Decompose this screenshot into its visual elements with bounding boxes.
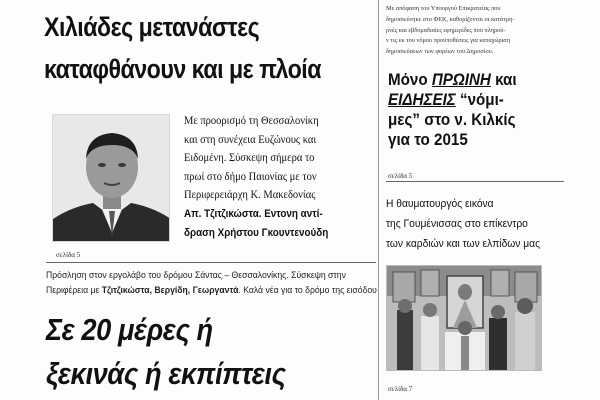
divider xyxy=(386,181,564,182)
left-column xyxy=(38,0,377,400)
main-lede xyxy=(184,112,368,242)
page-reference[interactable]: σελίδα 5 xyxy=(56,251,81,259)
story-line: της Γουμένισσας στο επίκεντρο xyxy=(386,218,528,230)
second-headline-line-2: ξεκινάς ή εκπίπτεις xyxy=(46,356,286,391)
notice-line: δημοσιεύσεων των φορέων του Δημοσίου. xyxy=(386,48,494,56)
second-story-subtext xyxy=(46,268,377,298)
subtext-text: . Καλά νέα για το δρόμο της εισόδου xyxy=(238,285,377,295)
promo-headline[interactable] xyxy=(388,70,565,150)
subtext-names: Τζιτζικώστα, Βεργίδη, Γεωργαντά xyxy=(101,285,239,295)
notice-line: Με απόφαση του Υπουργού Επικρατείας που xyxy=(386,5,501,12)
promo-brand-pronh: ΠΡΩΙΝΗ xyxy=(431,71,491,89)
main-headline-line-1: Χιλιάδες μετανάστες xyxy=(44,12,260,42)
promo-line: για το 2015 xyxy=(388,131,468,149)
subtext-text: Περιφέρεια με xyxy=(46,285,102,295)
lede-bold-line: δραση Χρήστου Γκουντενούδη xyxy=(184,226,329,239)
church-ceremony-icon xyxy=(387,266,542,371)
page-reference[interactable]: σελίδα 5 xyxy=(388,172,413,180)
lede-line: Με προορισμό τη Θεσσαλονίκη xyxy=(184,115,319,127)
notice-line: δημοσιεύτηκε στο ΦΕΚ, καθορίζονται οι κατάτμη- xyxy=(386,15,515,23)
promo-brand-eidhseis: ΕΙΔΗΣΕΙΣ xyxy=(388,91,456,109)
main-headline-line-2: καταφθάνουν και με πλοία xyxy=(44,54,321,84)
lede-line: και στη συνέχεια Ευζώνους και xyxy=(184,133,317,146)
promo-text: και xyxy=(490,71,517,89)
lede-bold-line: Απ. Τζιτζικώστα. Εντονη αντί- xyxy=(184,207,323,220)
promo-line: μες” στο ν. Κιλκίς xyxy=(388,111,516,129)
story-line: Η θαυματουργός εικόνα xyxy=(386,198,494,210)
main-headline[interactable] xyxy=(44,6,374,90)
second-headline[interactable] xyxy=(46,308,391,396)
lede-line: Περιφερειάρχη Κ. Μακεδονίας xyxy=(184,189,316,202)
promo-text: Μόνο xyxy=(388,71,432,89)
legal-notice xyxy=(386,4,570,58)
portrait-icon xyxy=(53,115,170,242)
politician-portrait-photo xyxy=(52,114,170,242)
promo-text: “νόμι- xyxy=(455,91,504,109)
icon-story-headline[interactable] xyxy=(386,194,566,254)
subtext-line: Πρόσληση στον εργολάβο του δρόμου Σάντας – Θεσσαλονίκης. Σύσκεψη στην xyxy=(46,270,346,280)
lede-line: Ειδομένη. Σύσκεψη σήμερα το xyxy=(184,152,315,165)
right-column xyxy=(384,0,564,400)
story-line: των καρδιών και των ελπίδων μας xyxy=(386,238,541,250)
church-ceremony-photo xyxy=(386,265,542,371)
lede-line: πρωί στο δήμο Παιονίας με τον xyxy=(184,170,317,183)
column-divider xyxy=(378,0,379,400)
second-headline-line-1: Σε 20 μέρες ή xyxy=(46,312,213,347)
divider xyxy=(46,262,376,263)
page-reference[interactable]: σελίδα 7 xyxy=(388,385,413,393)
notice-line: ν τις εκ του νόμου προϋποθέσεις για καταχώριση xyxy=(386,37,510,45)
notice-line: ρνές και εβδομαδιαίες εφημερίδες που πληρού- xyxy=(386,26,506,34)
